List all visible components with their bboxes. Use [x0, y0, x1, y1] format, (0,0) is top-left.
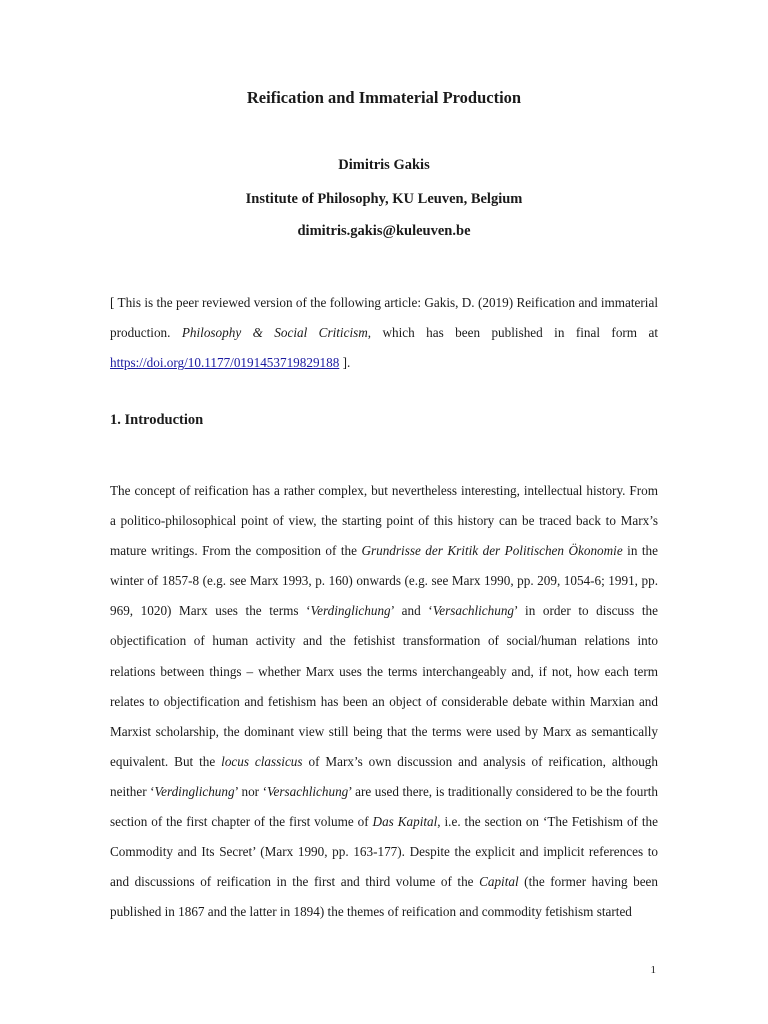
paragraph-text: ’ are used there, is traditionally considered to be the fourth section of the first chapter of the first volume of: [110, 783, 658, 830]
paragraph-text: of Marx’s own discussion and analysis of reification, although neither ‘: [110, 753, 658, 799]
italic-term: Versachlichung: [266, 783, 349, 799]
italic-term: Grundrisse der Kritik der Politischen Ökonomie: [361, 543, 623, 559]
italic-term: Verdinglichung: [154, 783, 235, 799]
notice-text-3: ].: [339, 355, 351, 371]
paragraph-text: ’ in order to discuss the objectification of human activity and the fetishist transformation of social/human relations into relations between things – whether Marx uses the terms interchangeably and, if not, how each term relates to objectification and fetishism has been an object of considerable debate within Marxian and Marxist scholarship, the dominant view still being that the terms were used by Marx as semantically equivalent. But the: [110, 603, 658, 769]
journal-name: Philosophy & Social Criticism: [181, 325, 368, 341]
italic-term: Das Kapital: [372, 814, 438, 830]
italic-term: locus classicus: [221, 753, 303, 769]
publication-notice: [110, 288, 658, 379]
notice-text-2: , which has been published in final form at: [367, 325, 659, 341]
italic-term: Capital: [479, 874, 519, 890]
notice-text-1: [ This is the peer reviewed version of the following article: Gakis, D. (2019) Reification and immaterial production.: [110, 295, 658, 341]
paragraph-text: The concept of reification has a rather complex, but nevertheless interesting, intellectual history. From a politico-philosophical point of view, the starting point of this history can be traced back to Marx’s mature writings. From the composition of the: [110, 483, 658, 559]
page-number: 1: [650, 964, 656, 976]
paper-title: Reification and Immaterial Production: [246, 88, 522, 107]
paragraph-text: (the former having been published in 1867 and the latter in 1894) the themes of reification and commodity fetishism started: [110, 874, 658, 920]
author-name: Dimitris Gakis: [338, 157, 430, 173]
paragraph-text: ’ nor ‘: [234, 783, 267, 799]
author-affiliation: Institute of Philosophy, KU Leuven, Belgium: [245, 191, 523, 207]
paragraph-text: , i.e. the section on ‘The Fetishism of the Commodity and Its Secret’ (Marx 1990, pp. 163-177). Despite the explicit and implicit references to and discussions of reification in the first and third volume of the: [110, 814, 658, 890]
author-email: dimitris.gakis@kuleuven.be: [297, 223, 471, 239]
italic-term: Versachlichung: [432, 603, 515, 619]
body-paragraph: [110, 476, 658, 927]
paragraph-text: in the winter of 1857-8 (e.g. see Marx 1993, p. 160) onwards (e.g. see Marx 1990, pp. 209, 1054-6; 1991, pp. 969, 1020) Marx uses the terms ‘: [110, 543, 658, 619]
doi-link[interactable]: https://doi.org/10.1177/0191453719829188: [110, 355, 340, 371]
paragraph-text: ’ and ‘: [390, 603, 433, 619]
section-heading: 1. Introduction: [110, 412, 204, 428]
italic-term: Verdinglichung: [310, 603, 391, 619]
